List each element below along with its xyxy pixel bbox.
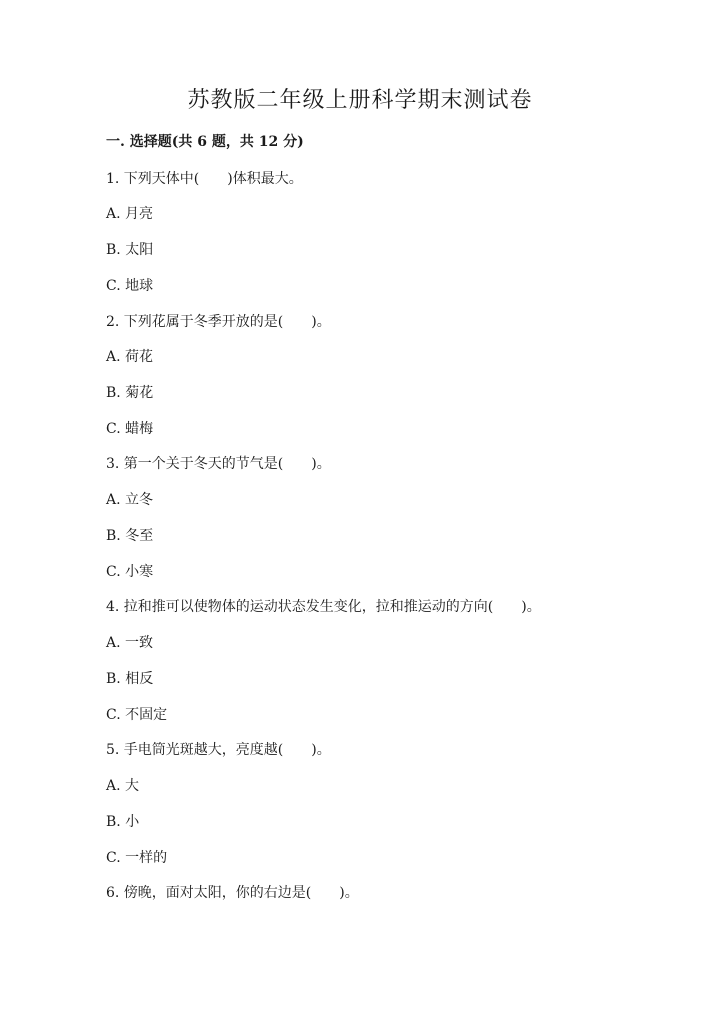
question-2-option-b: B. 菊花 bbox=[106, 385, 154, 401]
question-4-stem: 4. 拉和推可以使物体的运动状态发生变化，拉和推运动的方向( )。 bbox=[106, 599, 541, 615]
question-5-option-a: A. 大 bbox=[106, 778, 140, 794]
question-3-option-c: C. 小寒 bbox=[106, 564, 154, 580]
question-2-option-a: A. 荷花 bbox=[106, 349, 154, 365]
question-1-option-c: C. 地球 bbox=[106, 278, 154, 294]
question-3-option-a: A. 立冬 bbox=[106, 492, 154, 508]
question-1-option-b: B. 太阳 bbox=[106, 242, 154, 258]
question-4-option-c: C. 不固定 bbox=[106, 707, 168, 723]
question-2-option-c: C. 蜡梅 bbox=[106, 421, 154, 437]
question-1-stem: 1. 下列天体中( )体积最大。 bbox=[106, 171, 303, 187]
question-5-option-b: B. 小 bbox=[106, 814, 140, 830]
page-title: 苏教版二年级上册科学期末测试卷 bbox=[187, 88, 533, 113]
question-6-stem: 6. 傍晚，面对太阳，你的右边是( )。 bbox=[106, 885, 359, 901]
question-4-option-b: B. 相反 bbox=[106, 671, 154, 687]
question-5-stem: 5. 手电筒光斑越大，亮度越( )。 bbox=[106, 742, 331, 758]
question-4-option-a: A. 一致 bbox=[106, 635, 154, 651]
question-3-option-b: B. 冬至 bbox=[106, 528, 154, 544]
section-heading: 一. 选择题(共 6 题，共 12 分) bbox=[106, 134, 304, 150]
question-5-option-c: C. 一样的 bbox=[106, 850, 168, 866]
question-3-stem: 3. 第一个关于冬天的节气是( )。 bbox=[106, 456, 331, 472]
question-1-option-a: A. 月亮 bbox=[106, 206, 154, 222]
question-2-stem: 2. 下列花属于冬季开放的是( )。 bbox=[106, 314, 331, 330]
